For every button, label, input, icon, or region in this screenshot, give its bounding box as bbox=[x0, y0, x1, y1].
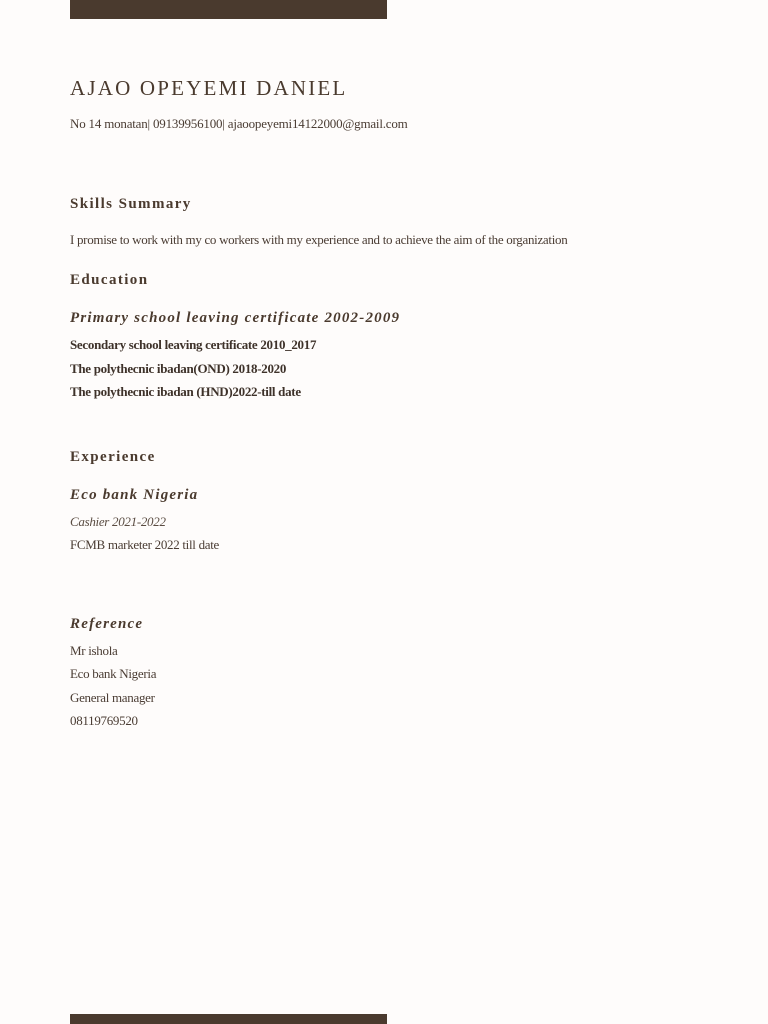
bottom-accent-bar bbox=[70, 1014, 387, 1024]
reference-line: 08119769520 bbox=[70, 713, 138, 728]
reference-line: Mr ishola bbox=[70, 643, 118, 658]
skills-text: I promise to work with my co workers with my experience and to achieve the aim of the organization bbox=[70, 232, 568, 247]
reference-heading: Reference bbox=[70, 616, 144, 632]
education-primary: Primary school leaving certificate 2002-2009 bbox=[70, 310, 401, 326]
education-heading: Education bbox=[70, 272, 149, 288]
education-item: Secondary school leaving certificate 2010_2017 bbox=[70, 337, 317, 352]
reference-line: Eco bank Nigeria bbox=[70, 666, 157, 681]
experience-other: FCMB marketer 2022 till date bbox=[70, 537, 220, 552]
top-accent-bar bbox=[70, 0, 387, 19]
experience-employer: Eco bank Nigeria bbox=[70, 487, 199, 503]
contact-line: No 14 monatan| 09139956100| ajaoopeyemi14122000@gmail.com bbox=[70, 116, 408, 131]
experience-heading: Experience bbox=[70, 449, 156, 465]
skills-heading: Skills Summary bbox=[70, 196, 192, 212]
education-item: The polythecnic ibadan(OND) 2018-2020 bbox=[70, 361, 287, 376]
experience-role: Cashier 2021-2022 bbox=[70, 514, 166, 529]
education-item: The polythecnic ibadan (HND)2022-till date bbox=[70, 384, 301, 399]
candidate-name: AJAO OPEYEMI DANIEL bbox=[70, 76, 348, 100]
reference-line: General manager bbox=[70, 690, 155, 705]
